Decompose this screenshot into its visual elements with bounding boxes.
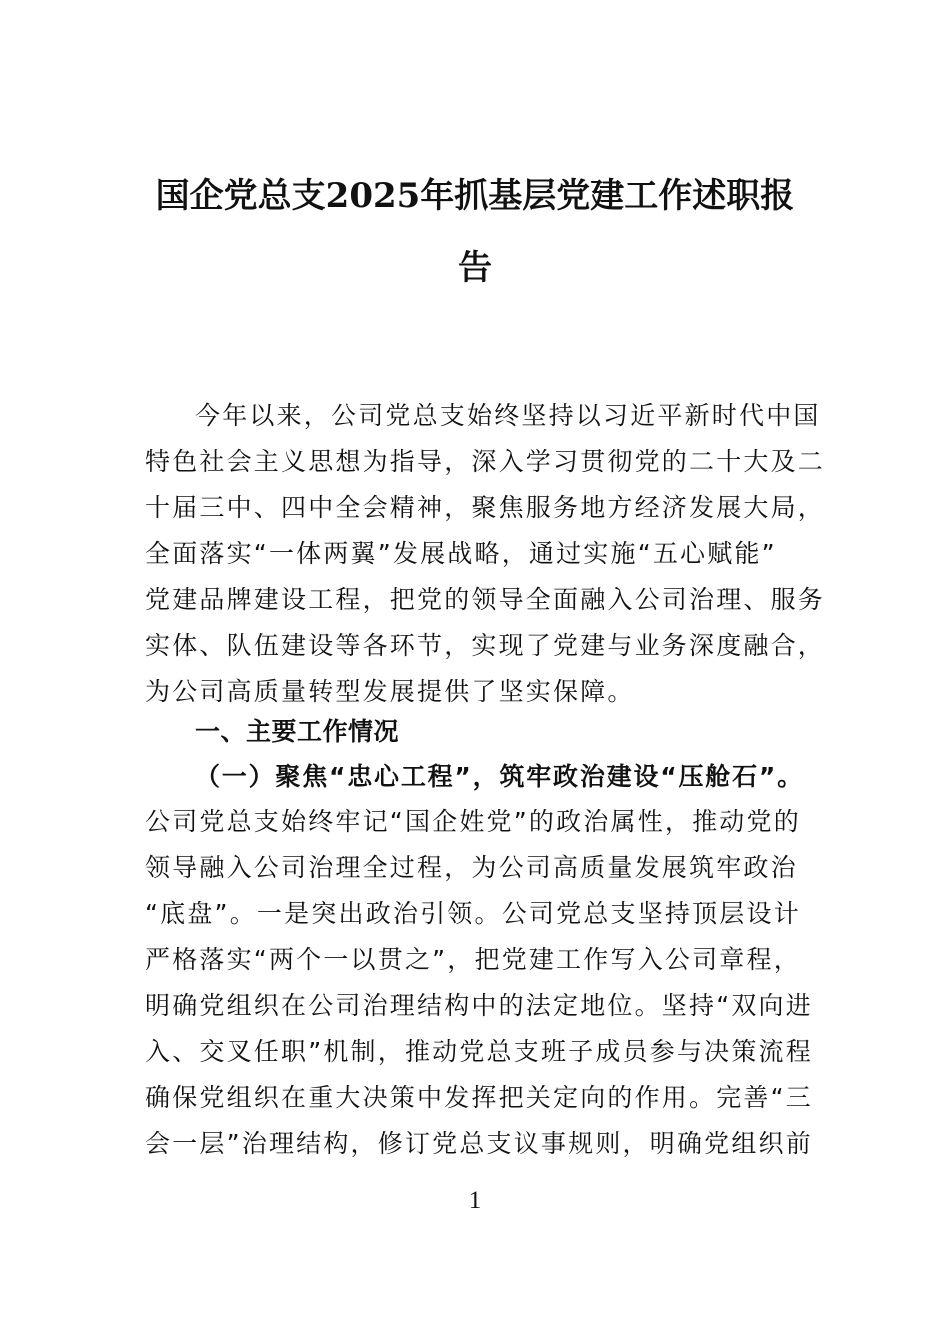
paragraph-line: 明确党组织在公司治理结构中的法定地位。坚持“双向进 [145,991,813,1020]
paragraph-line: 十届三中、四中全会精神，聚焦服务地方经济发展大局， [145,493,826,522]
paragraph-line: 实体、队伍建设等各环节，实现了党建与业务深度融合， [145,631,826,660]
document-title-line-1: 国企党总支2025年抓基层党建工作述职报 [155,176,795,216]
paragraph-line: 全面落实“一体两翼”发展战略，通过实施“五心赋能” [145,539,777,568]
document-title-line-2: 告 [458,248,492,288]
paragraph-line: 今年以来，公司党总支始终坚持以习近平新时代中国 [195,401,821,430]
paragraph-line: 入、交叉任职”机制，推动党总支班子成员参与决策流程 [145,1037,813,1066]
subsection-heading: （一）聚焦“忠心工程”，筑牢政治建设“压舱石”。 [195,762,804,791]
paragraph-line: “底盘”。一是突出政治引领。公司党总支坚持顶层设计 [145,899,801,928]
paragraph-line: 特色社会主义思想为指导，深入学习贯彻党的二十大及二 [145,447,826,476]
page-number: 1 [468,1187,482,1214]
section-heading: 一、主要工作情况 [195,717,400,746]
paragraph-line: 会一层”治理结构，修订党总支议事规则，明确党组织前 [145,1129,813,1158]
paragraph-line: 公司党总支始终牢记“国企姓党”的政治属性，推动党的 [145,807,801,836]
paragraph-line: 为公司高质量转型发展提供了坚实保障。 [145,677,635,706]
paragraph-line: 严格落实“两个一以贯之”，把党建工作写入公司章程， [145,945,801,974]
paragraph-line: 确保党组织在重大决策中发挥把关定向的作用。完善“三 [145,1083,813,1112]
paragraph-line: 领导融入公司治理全过程，为公司高质量发展筑牢政治 [145,853,798,882]
paragraph-line: 党建品牌建设工程，把党的领导全面融入公司治理、服务 [145,585,826,614]
